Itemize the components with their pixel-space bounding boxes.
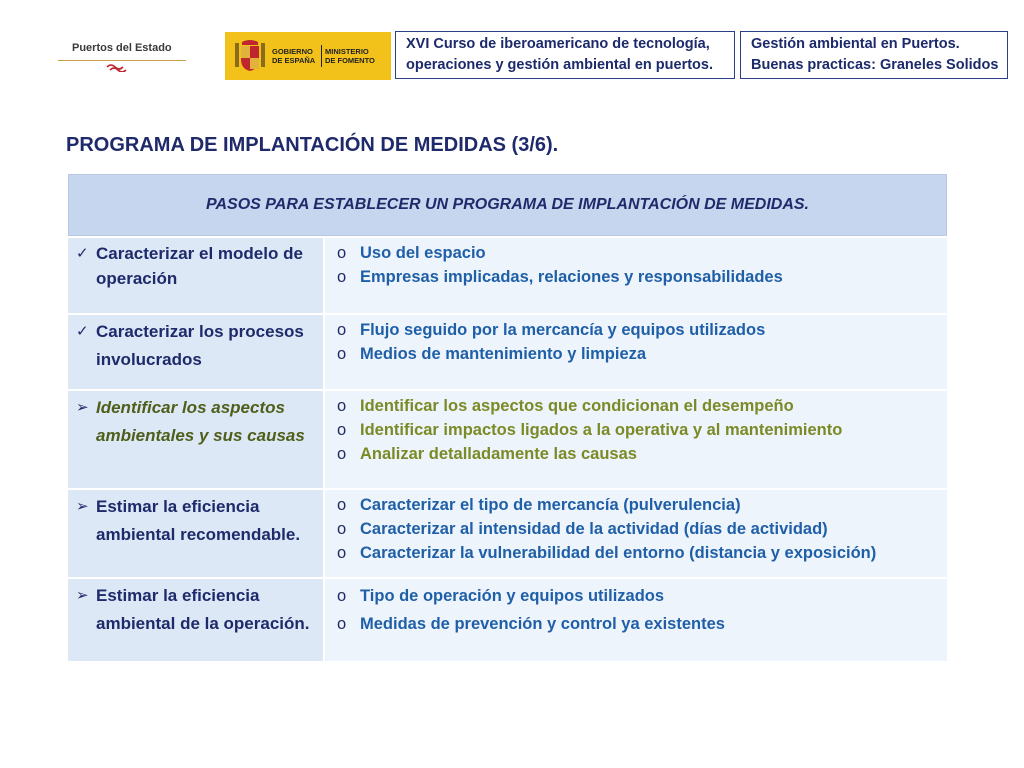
bullet-icon: o bbox=[337, 345, 347, 363]
list-item: o Tipo de operación y equipos utilizados bbox=[337, 582, 941, 610]
puertos-del-estado-logo bbox=[58, 38, 186, 74]
step-cell bbox=[68, 315, 325, 389]
table-row bbox=[68, 577, 947, 661]
list-item: o Caracterizar la vulnerabilidad del entorno (distancia y exposición) bbox=[337, 541, 941, 565]
bullet-icon: o bbox=[337, 496, 347, 514]
items-cell bbox=[325, 579, 947, 661]
step-cell bbox=[68, 238, 325, 313]
bullet-icon: o bbox=[337, 421, 347, 439]
table-row bbox=[68, 488, 947, 577]
list-item: o Caracterizar al intensidad de la actividad (días de actividad) bbox=[337, 517, 941, 541]
step-text: ➢ Estimar la eficiencia ambiental de la operación. bbox=[76, 582, 317, 638]
check-icon: ✓ bbox=[76, 245, 89, 262]
table-row bbox=[68, 313, 947, 389]
wave-icon bbox=[106, 62, 128, 72]
items-cell bbox=[325, 490, 947, 577]
list-item: o Analizar detalladamente las causas bbox=[337, 442, 941, 466]
course-title-box bbox=[395, 31, 735, 79]
table-row bbox=[68, 236, 947, 313]
gobierno-de-espana-logo bbox=[225, 32, 391, 80]
list-item: o Uso del espacio bbox=[337, 241, 941, 265]
step-cell bbox=[68, 391, 325, 488]
items-cell bbox=[325, 315, 947, 389]
step-cell bbox=[68, 579, 325, 661]
arrow-bullet-icon: ➢ bbox=[76, 587, 89, 604]
arrow-bullet-icon: ➢ bbox=[76, 399, 89, 416]
items-cell bbox=[325, 238, 947, 313]
step-text: ✓ Caracterizar el modelo de operación bbox=[76, 241, 317, 291]
gov-text: GOBIERNO DE ESPAÑA bbox=[272, 47, 316, 65]
bullet-icon: o bbox=[337, 520, 347, 538]
list-item: o Flujo seguido por la mercancía y equipos utilizados bbox=[337, 318, 941, 342]
steps-table bbox=[68, 174, 947, 661]
logo-text: Puertos del Estado bbox=[72, 42, 172, 54]
bullet-icon: o bbox=[337, 615, 347, 633]
arrow-bullet-icon: ➢ bbox=[76, 498, 89, 515]
bullet-icon: o bbox=[337, 268, 347, 286]
list-item: o Empresas implicadas, relaciones y responsabilidades bbox=[337, 265, 941, 289]
course-title-line2: operaciones y gestión ambiental en puertos. bbox=[406, 57, 713, 73]
items-cell bbox=[325, 391, 947, 488]
table-row bbox=[68, 389, 947, 488]
list-item: o Medios de mantenimiento y limpieza bbox=[337, 342, 941, 366]
check-icon: ✓ bbox=[76, 323, 89, 340]
course-title-line1: XVI Curso de iberoamericano de tecnología, bbox=[406, 36, 710, 52]
topic-box bbox=[740, 31, 1008, 79]
list-item: o Caracterizar el tipo de mercancía (pulverulencia) bbox=[337, 493, 941, 517]
bullet-icon: o bbox=[337, 544, 347, 562]
logo-underline bbox=[58, 60, 186, 61]
bullet-icon: o bbox=[337, 445, 347, 463]
table-header: PASOS PARA ESTABLECER UN PROGRAMA DE IMPLANTACIÓN DE MEDIDAS. bbox=[68, 174, 947, 236]
bullet-icon: o bbox=[337, 587, 347, 605]
list-item: o Medidas de prevención y control ya existentes bbox=[337, 610, 941, 638]
topic-line2: Buenas practicas: Graneles Solidos bbox=[751, 57, 999, 73]
topic-line1: Gestión ambiental en Puertos. bbox=[751, 36, 960, 52]
bullet-icon: o bbox=[337, 397, 347, 415]
coat-of-arms-icon bbox=[233, 39, 267, 73]
logo-separator bbox=[321, 45, 322, 67]
bullet-icon: o bbox=[337, 244, 347, 262]
page-title: PROGRAMA DE IMPLANTACIÓN DE MEDIDAS (3/6). bbox=[66, 134, 559, 156]
step-text: ✓ Caracterizar los procesos involucrados bbox=[76, 318, 317, 374]
step-text: ➢ Estimar la eficiencia ambiental recomendable. bbox=[76, 493, 317, 549]
step-text: ➢ Identificar los aspectos ambientales y sus causas bbox=[76, 394, 317, 450]
list-item: o Identificar los aspectos que condicionan el desempeño bbox=[337, 394, 941, 418]
bullet-icon: o bbox=[337, 321, 347, 339]
list-item: o Identificar impactos ligados a la operativa y al mantenimiento bbox=[337, 418, 941, 442]
step-cell bbox=[68, 490, 325, 577]
ministry-text: MINISTERIO DE FOMENTO bbox=[325, 47, 375, 65]
